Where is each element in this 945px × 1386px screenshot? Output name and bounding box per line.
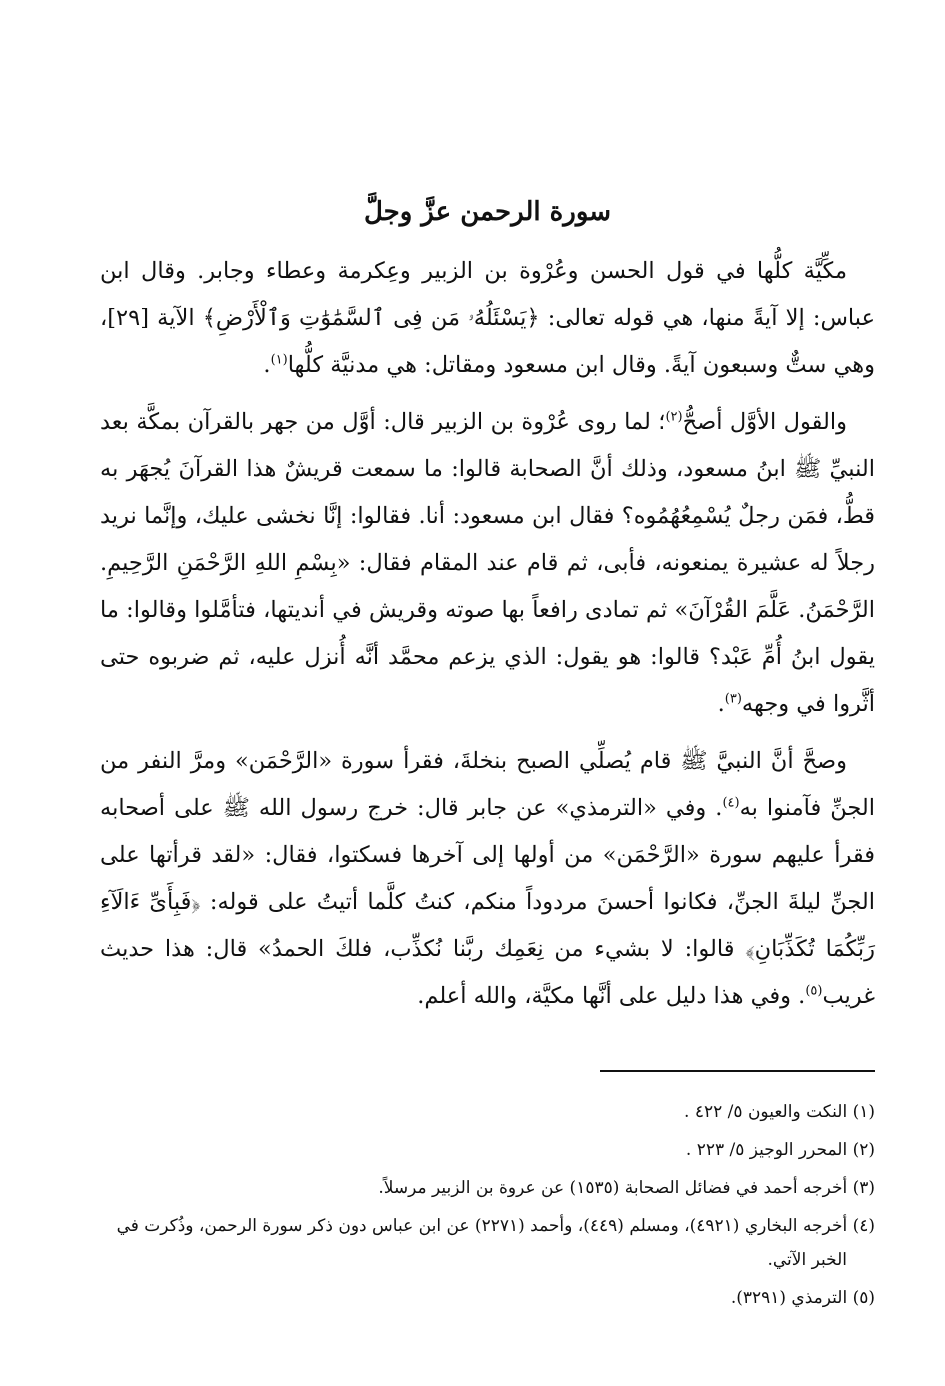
footnote-ref-2[interactable]: (٢): [665, 409, 683, 425]
paragraph-text: .: [263, 352, 271, 378]
paragraph-text: مكِّيَّة كلُّها في قول الحسن وعُرْوة بن الزبير وعِكرمة وعطاء وجابر. وقال ابن عباس: إلا آيةً منها، هي قوله تعالى: ﴿يَسْئَلُهُۥ مَن فِى ٱلسَّمَٰوَٰتِ وَٱلْأَرْضِ﴾ الآية [٢٩]، وهي ستٌّ وسبعون آيةً. وقال ابن مسعود ومقاتل: هي مدنيَّة كلُّها: [100, 258, 875, 378]
footnote-4: (٤) أخرجه البخاري (٤٩٢١)، ومسلم (٤٤٩)، وأحمد (٢٢٧١) عن ابن عباس دون ذكر سورة الرحمن، وذُكرت في الخبر الآتي.: [116, 1216, 875, 1270]
footnote-1: (١) النكت والعيون ٥/ ٤٢٢ .: [684, 1102, 875, 1122]
paragraph-3: [100, 738, 875, 1020]
footnote-ref-1[interactable]: (١): [270, 352, 288, 368]
footnote-2: (٢) المحرر الوجيز ٥/ ٢٢٣ .: [685, 1140, 875, 1160]
paragraph-1: [100, 248, 875, 389]
paragraph-text: .: [717, 691, 725, 717]
footnote-ref-4[interactable]: (٤): [722, 795, 740, 811]
footnote-ref-5[interactable]: (٥): [805, 983, 823, 999]
paragraph-text: ؛ لما روى عُرْوة بن الزبير قال: أوَّل من جهر بالقرآن بمكَّة بعد النبيِّ ﷺ ابنُ مسعود، وذلك أنَّ الصحابة قالوا: ما سمعت قريشٌ هذا القرآنَ يُجهَر به قطُّ، فمَن رجلٌ يُسْمِعُهُمُوه؟ فقال ابن مسعود: أنا. فقالوا: إنَّا نخشى عليك، وإنَّما نريد رجلاً له عشيرة يمنعونه، فأبى، ثم قام عند المقام فقال: «بِسْمِ اللهِ الرَّحْمَنِ الرَّحِيمِ. الرَّحْمَنُ. عَلَّمَ القُرْآنَ» ثم تمادى رافعاً بها صوته وقريش في أنديتها، فتأمَّلوا وقالوا: ما يقول ابنُ أُمِّ عَبْد؟ قالوا: هو يقول: الذي يزعم محمَّد أنَّه أُنزل عليه، ثم ضربوه حتى أثَّروا في وجهه: [100, 409, 875, 717]
paragraph-2: [100, 399, 875, 728]
surah-title: سورة الرحمن عزَّ وجلَّ: [363, 197, 612, 227]
footnotes: [100, 1095, 875, 1319]
footnote-5: (٥) الترمذي (٣٢٩١).: [730, 1288, 875, 1308]
paragraph-text: . وفي «الترمذي» عن جابر قال: خرج رسول الله ﷺ على أصحابه فقرأ عليهم سورة «الرَّحْمَن» من أولها إلى آخرها فسكتوا، فقال: «لقد قرأتها على الجنِّ ليلةَ الجنِّ، فكانوا أحسنَ مردوداً منكم، كنتُ كلَّما أتيتُ على قوله: ﴿فَبِأَىِّ ءَالَآءِ رَبِّكُمَا تُكَذِّبَانِ﴾ قالوا: لا بشيء من نِعَمِك ربَّنا نُكذِّب، فلكَ الحمدُ» قال: هذا حديث غريب: [100, 795, 875, 1009]
main-text: [100, 248, 875, 1030]
paragraph-text: والقول الأوَّل أصحُّ: [682, 409, 847, 435]
paragraph-text: وصحَّ أنَّ النبيَّ ﷺ قام يُصلِّي الصبح بنخلةَ، فقرأ سورة «الرَّحْمَن» ومرَّ النفر من الجنِّ فآمنوا به: [100, 748, 875, 821]
footnote-ref-3[interactable]: (٣): [724, 691, 742, 707]
footnote-3: (٣) أخرجه أحمد في فضائل الصحابة (١٥٣٥) عن عروة بن الزبير مرسلاً.: [378, 1178, 875, 1198]
footnote-divider: [600, 1070, 875, 1072]
paragraph-text: . وفي هذا دليل على أنَّها مكيَّة، والله أعلم.: [417, 983, 806, 1009]
